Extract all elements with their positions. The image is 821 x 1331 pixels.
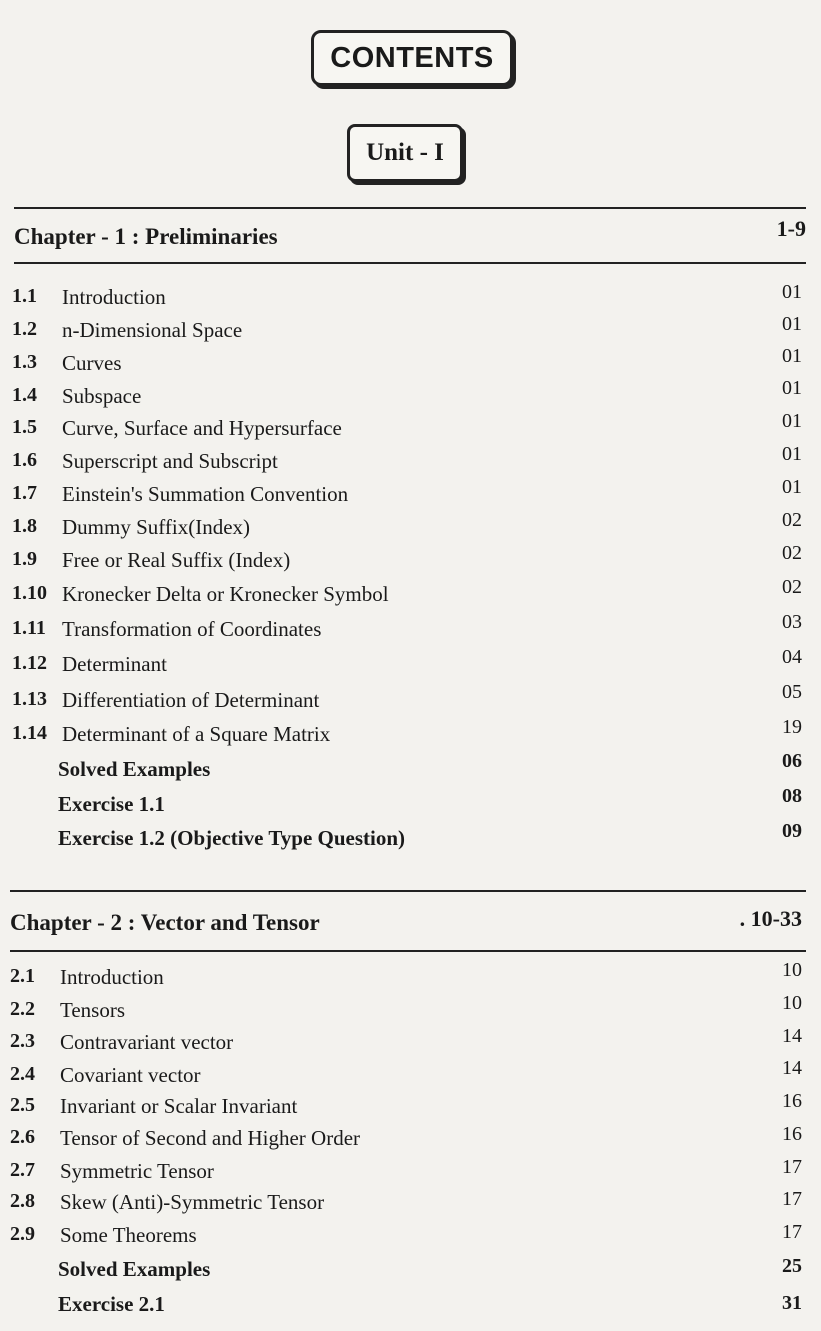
entry-title: Introduction [60,965,164,989]
entry-number: 2.2 [10,998,35,1020]
entry-number: 1.3 [12,351,37,373]
entry-title: Covariant vector [60,1063,201,1087]
entry-title: Einstein's Summation Convention [62,482,349,506]
entry-title: Solved Examples [58,757,211,781]
entry-title: Symmetric Tensor [60,1159,214,1183]
entry-number: 1.2 [12,318,37,340]
entry-number: 1.8 [12,515,37,537]
chapter-1-bottom-rule [14,262,806,264]
entry-number: 1.14 [12,722,47,744]
entry-page: 02 [782,509,802,531]
entry-page: 14 [782,1025,802,1047]
entry-title: Tensors [60,998,126,1022]
entry-title: Exercise 1.1 [58,792,165,816]
entry-number: 1.7 [12,482,37,504]
entry-number: 1.5 [12,416,37,438]
entry-page: 01 [782,313,802,335]
entry-page: 01 [782,345,802,367]
entry-page: 10 [782,959,802,981]
entry-title: Curves [62,351,122,375]
entry-title: Introduction [62,285,166,309]
entry-number: 1.1 [12,285,37,307]
entry-page: 09 [782,820,802,842]
entry-number: 2.4 [10,1063,35,1085]
chapter-2-bottom-rule [10,950,806,952]
entry-page: 08 [782,785,802,807]
entry-title: Solved Examples [58,1257,211,1281]
entry-title: Exercise 2.1 [58,1292,165,1316]
entry-number: 2.5 [10,1094,35,1116]
chapter-2-pages: . 10-33 [739,906,802,931]
entry-title: Subspace [62,384,142,408]
entry-title: Kronecker Delta or Kronecker Symbol [62,582,389,606]
entry-number: 1.12 [12,652,47,674]
entry-title: Curve, Surface and Hypersurface [62,416,342,440]
entry-title: Dummy Suffix(Index) [62,515,251,539]
entry-page: 06 [782,750,802,772]
chapter-1-title: Chapter - 1 : Preliminaries [14,224,278,249]
entry-page: 16 [782,1123,802,1145]
entry-title: Tensor of Second and Higher Order [60,1126,361,1150]
entry-page: 14 [782,1057,802,1079]
entry-title: Determinant of a Square Matrix [62,722,331,746]
entry-number: 1.6 [12,449,37,471]
entry-title: Skew (Anti)-Symmetric Tensor [60,1190,325,1214]
entry-title: Free or Real Suffix (Index) [62,548,291,572]
entry-number: 2.6 [10,1126,35,1148]
entry-title: Exercise 1.2 (Objective Type Question) [58,826,406,850]
entry-page: 16 [782,1090,802,1112]
entry-page: 25 [782,1255,802,1277]
entry-page: 05 [782,681,802,703]
entry-title: Determinant [62,652,167,676]
entry-page: 01 [782,377,802,399]
chapter-2-top-rule [10,890,806,892]
entry-number: 1.9 [12,548,37,570]
entry-title: n-Dimensional Space [62,318,243,342]
entry-number: 1.11 [12,617,46,639]
entry-page: 02 [782,542,802,564]
entry-page: 17 [782,1221,802,1243]
entry-title: Invariant or Scalar Invariant [60,1094,298,1118]
entry-title: Contravariant vector [60,1030,234,1054]
entry-page: 31 [782,1292,802,1314]
entry-page: 04 [782,646,802,668]
entry-number: 2.1 [10,965,35,987]
entry-page: 03 [782,611,802,633]
entry-number: 2.8 [10,1190,35,1212]
entry-number: 2.7 [10,1159,35,1181]
entry-number: 1.4 [12,384,37,406]
entry-title: Superscript and Subscript [62,449,278,473]
entry-page: 01 [782,410,802,432]
entry-page: 17 [782,1188,802,1210]
unit-heading: Unit - I [347,124,463,182]
entry-page: 19 [782,716,802,738]
entry-page: 17 [782,1156,802,1178]
entry-title: Differentiation of Determinant [62,688,320,712]
entry-number: 2.3 [10,1030,35,1052]
entry-page: 01 [782,281,802,303]
chapter-2-title: Chapter - 2 : Vector and Tensor [10,910,320,935]
contents-heading: CONTENTS [311,30,513,86]
entry-page: 10 [782,992,802,1014]
entry-page: 02 [782,576,802,598]
entry-number: 2.9 [10,1223,35,1245]
entry-title: Some Theorems [60,1223,197,1247]
entry-number: 1.13 [12,688,47,710]
chapter-1-pages: 1-9 [776,216,806,241]
entry-title: Transformation of Coordinates [62,617,322,641]
entry-number: 1.10 [12,582,47,604]
chapter-1-top-rule [14,207,806,209]
entry-page: 01 [782,476,802,498]
entry-page: 01 [782,443,802,465]
